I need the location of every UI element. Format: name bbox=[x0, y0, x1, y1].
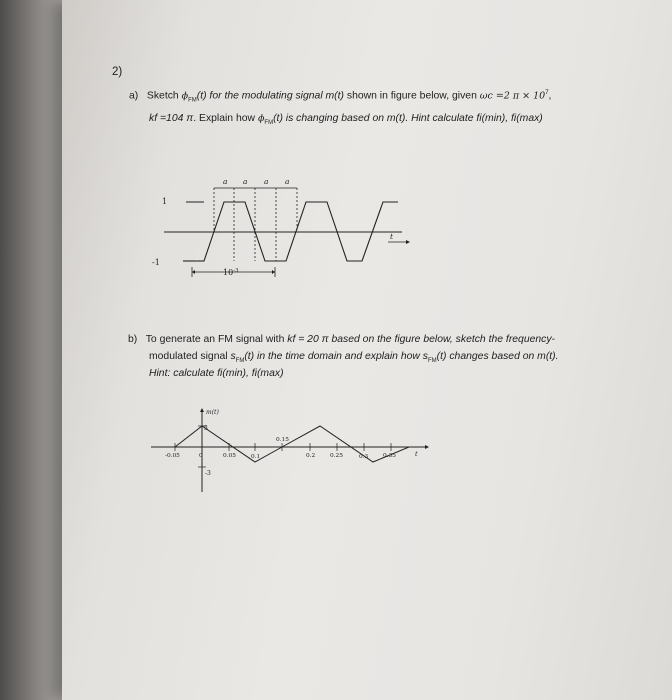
paper-sheet bbox=[62, 0, 672, 700]
figure-a-period-label: $10^{-3}$ bbox=[223, 268, 239, 277]
figure-a-time-label: t bbox=[390, 232, 394, 241]
figure-a-a-label: a bbox=[243, 177, 248, 186]
part-a-line-1: a) Sketch $\phi_{FM}(t)$ for the modulating signal m(t) shown in figure below, given ωc =2 $\pi \times 10^7$, bbox=[129, 90, 552, 104]
figure-b-tick: 0 bbox=[199, 453, 203, 459]
figure-b-tick: 0.3 bbox=[359, 454, 369, 460]
figure-b-tick: 0.1 bbox=[251, 454, 261, 460]
part-b-label: b) bbox=[128, 334, 138, 345]
figure-a-a-label: a bbox=[285, 177, 290, 186]
part-b-line-1: b) To generate an FM signal with kf = 20 π based on the figure below, sketch the frequency- bbox=[128, 334, 556, 345]
figure-a-y-low: -1 bbox=[152, 258, 160, 267]
part-a-line-2: kf =104 π. Explain how $\phi_{FM}(t)$ is changing based on m(t). Hint calculate fi(min), fi(max) bbox=[149, 113, 543, 127]
figure-b-xlabel: t bbox=[415, 450, 418, 458]
figure-a-y-high: 1 bbox=[162, 197, 168, 206]
figure-b-tick: 0.35 bbox=[383, 453, 396, 459]
part-a-label: a) bbox=[129, 90, 139, 102]
figure-b-ylabel: m(t) bbox=[206, 409, 219, 416]
figure-a-a-label: a bbox=[264, 177, 269, 186]
figure-a-a-label: a bbox=[223, 177, 228, 186]
figure-b-tick: -0.05 bbox=[165, 453, 180, 459]
figure-b-waveform bbox=[145, 400, 435, 500]
figure-b-yneg3: -3 bbox=[205, 470, 211, 477]
figure-b-tick: 0.15 bbox=[276, 437, 289, 443]
question-number: 2) bbox=[112, 66, 123, 78]
figure-b-tick: 0.2 bbox=[306, 453, 316, 459]
figure-a-waveform bbox=[140, 170, 430, 285]
part-b-hint: Hint: calculate fi(min), fi(max) bbox=[149, 368, 284, 379]
figure-b-tick: 0.25 bbox=[330, 453, 343, 459]
part-b-line-2: modulated signal $s_{FM}(t)$ in the time domain and explain how $s_{FM}(t)$ changes based on m(t). bbox=[149, 351, 559, 365]
figure-b-tick: 0.05 bbox=[223, 453, 236, 459]
figure-b-y3: 3 bbox=[204, 425, 208, 432]
